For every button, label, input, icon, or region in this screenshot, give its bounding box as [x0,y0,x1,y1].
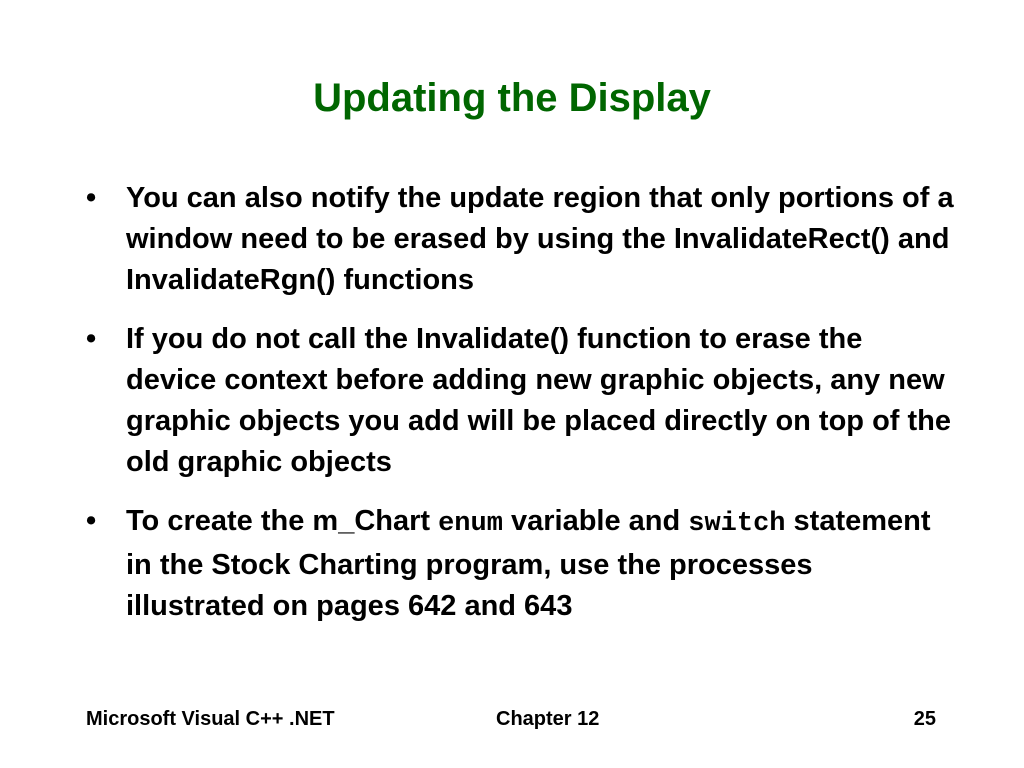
bullet-item-1 [86,178,956,301]
bullet-list [86,178,956,645]
code-keyword-enum: enum [438,509,503,539]
bullet-text-part: variable and [502,505,689,537]
bullet-icon: • [86,323,97,355]
bullet-text-part: statement in the Stock Charting program, use the processes illustrated on pages 642 and 643 [126,505,931,622]
bullet-item-3 [86,501,956,627]
footer-page-number: 25 [913,708,936,730]
bullet-icon: • [86,505,97,537]
footer-chapter: Chapter 12 [496,708,600,730]
bullet-text-part: To create the m_Chart [126,505,439,537]
slide-title: Updating the Display [313,76,711,120]
bullet-icon: • [86,182,97,214]
bullet-text: If you do not call the Invalidate() function to erase the device context before adding new graphic objects, any new graphic objects you add will be placed directly on top of the old graphic objects [126,323,951,478]
bullet-item-2 [86,319,956,483]
code-keyword-switch: switch [688,509,786,539]
bullet-text: You can also notify the update region that only portions of a window need to be erased by using the InvalidateRect() and InvalidateRgn() functions [126,182,954,296]
footer-course-title: Microsoft Visual C++ .NET [86,708,335,730]
